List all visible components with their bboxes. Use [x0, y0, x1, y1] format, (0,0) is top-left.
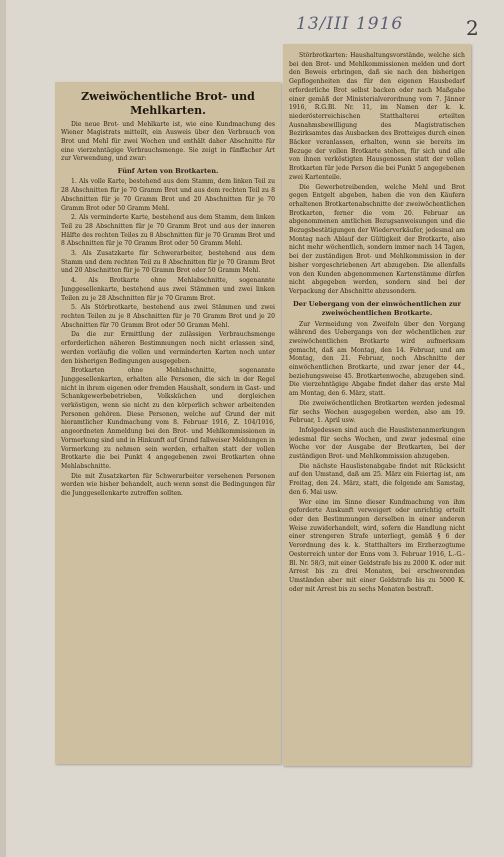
- paragraph-stoerbrot: Störbrotkarten: Haushaltungsvorstände, welche sich bei den Brot- und Mehlkommissionen melden und dort den Beweis erbringen, daß sie nach den bisherigen Gepflogenheiten das für den eigenen Hausbedarf erforderliche Brot selbst backen oder nach Maßgabe einer gemäß der Ministerialverordnung vom 7. Jänner 1916, R.G.Bl. Nr. 11, im Namen der k. k. niederösterreichischen Statthalterei erteilten Ausnahmsbewilligung des Magistratischen Bezirksamtes das Ausbacken des Brotteiges durch einen Bäcker veranlassen, erhalten, wenn sie bereits im Bezuge der vollen Brotkarte stehen, für sich und alle von ihnen verköstigten Hausgenossen statt der vollen Brotkarten für jede Person die bei Punkt 5 angegebenen zwei Kartenteile.: [289, 52, 465, 181]
- section-heading-five-types: Fünf Arten von Brotkarten.: [117, 167, 219, 176]
- card-type-1: 1. Als volle Karte, bestehend aus dem Stamm, dem linken Teil zu 28 Abschnitten für je 70 Gramm Brot und aus dem rechten Teil zu 8 Abschnitten für je 70 Gramm Brot und 20 Abschnitten für je 70 Gramm Brot oder 50 Gramm Mehl.: [61, 178, 275, 212]
- paragraph-penalty: Wer eine im Sinne dieser Kundmachung von ihm geforderte Auskunft verweigert oder unrichtig erteilt oder den Bestimmungen derselben in einer anderen Weise zuwiderhandelt, wird, sofern die Handlung nicht einer strengeren Strafe unterliegt, gemäß § 6 der Verordnung des k. k. Statthalters im Erzherzogtume Oesterreich unter der Enns vom 3. Februar 1916, L.-G.-Bl. Nr. 58/3, mit einer Geldstrafe bis zu 2000 K. oder mit Arrest bis zu drei Monaten, bei erschwerenden Umständen aber mit einer Geldstrafe bis zu 5000 K. oder mit Arrest bis zu sechs Monaten bestraft.: [289, 498, 465, 593]
- paragraph-supplementary: Die mit Zusatzkarten für Schwerarbeiter versehenen Personen werden wie bisher behandelt, auch wenn sonst die Bedingungen für die Junggesellenkarte zutreffen sollten.: [61, 472, 275, 498]
- paragraph-next-submission: Die nächste Hauslistenabgabe findet mit Rücksicht auf den Umstand, daß am 25. März ein Feiertag ist, am Freitag, den 24. März, statt, die folgende am Samstag, den 6. Mai usw.: [289, 462, 465, 496]
- paragraph-transition: Zur Vermeidung von Zweifeln über den Vorgang während des Uebergangs von der wöchentlichen zur zweiwöchentlichen Brotkarte wird aufmerksam gemacht, daß am Montag, den 14. Februar, und am Montag, den 21. Februar, noch Abschnitte der einwöchentlichen Brotkarte, und zwar jener der 44., beziehungsweise 45. Brotkartenwoche, abzugeben sind. Die vierzehntägige Abgabe findet daher das erste Mal am Montag, den 6. März, statt.: [289, 320, 465, 398]
- section-heading-transition: Der Uebergang von der einwöchentlichen zur zweiwöchentlichen Brotkarte.: [293, 299, 461, 318]
- page-number: 2: [466, 16, 479, 40]
- handwritten-date: 13/III 1916: [296, 14, 404, 34]
- sheet-edge: [0, 0, 6, 857]
- paragraph-house-lists: Infolgedessen sind auch die Hauslistenanmerkungen jedesmal für sechs Wochen, und zwar jedesmal eine Woche vor der Ausgabe der Brotkarten, bei der zuständigen Brot- und Mehlkommission abzugeben.: [289, 426, 465, 461]
- card-type-2: 2. Als verminderte Karte, bestehend aus dem Stamm, dem linken Teil zu 28 Abschnitten für je 70 Gramm Brot und aus der inneren Hälfte des rechten Teiles zu 8 Abschnitten für je 70 Gramm Brot und 8 Abschnitten für je 70 Gramm Brot oder 50 Gramm Mehl.: [61, 214, 275, 248]
- paragraph-without-flour: Brotkarten ohne Mehlabschnitte, sogenannte Junggesellenkarten, erhalten alle Personen, die sich in der Regel nicht in ihrem eigenen oder fremden Haushalt, sondern in Gast- und Schankgewerbebetrieben, Volksküchen und dergleichen verköstigen, wenn sie nicht zu den körperlich schwer arbeitenden Personen gehören. Diese Personen, welche auf Grund der mit hieramtlicher Kundmachung vom 8. Februar 1916, Z. 104/1916, angeordneten Anmeldung bei den Brot- und Mehlkommissionen in Vormerkung sind und in Hinkunft auf Grund fallweiser Meldungen in Vormerkung zu nehmen sein werden, erhalten statt der vollen Brotkarte die bei Punkt 4 angegebenen zwei Brotkarten ohne Mehlabschnitte.: [61, 367, 275, 470]
- paragraph-determination: Da die zur Ermittlung der zulässigen Verbrauchsmenge erforderlichen näheren Bestimmungen noch nicht erlassen sind, werden vorläufig die vollen und verminderten Karten noch unter den bisherigen Bedingungen ausgegeben.: [61, 331, 275, 365]
- clipping-right-text: [289, 52, 465, 758]
- paragraph-six-weeks: Die zweiwöchentlichen Brotkarten werden jedesmal für sechs Wochen ausgegeben werden, also am 19. Februar, 1. April usw.: [289, 399, 465, 425]
- article-title: Zweiwöchentliche Brot- und Mehlkarten.: [81, 90, 255, 117]
- newspaper-clipping-left: [55, 82, 281, 764]
- clipping-left-text: [61, 90, 275, 756]
- card-type-5: 5. Als Störbrotkarte, bestehend aus zwei Stämmen und zwei rechten Teilen zu je 8 Abschnitten für je 70 Gramm Brot und je 20 Abschnitten für 70 Gramm Brot oder 50 Gramm Mehl.: [61, 304, 275, 329]
- article-intro: Die neue Brot- und Mehlkarte ist, wie eine Kundmachung des Wiener Magistrats mitteilt, ein Ausweis über den Verbrauch von Brot und Mehl für zwei Wochen und enthält daher Abschnitte für eine vierzehntägige Verbrauchsmenge. Sie zeigt in fünffacher Art zur Verwendung, und zwar:: [61, 120, 275, 163]
- newspaper-clipping-right: [283, 44, 471, 766]
- card-type-3: 3. Als Zusatzkarte für Schwerarbeiter, bestehend aus dem Stamm und dem rechten Teil zu 8 Abschnitten für je 70 Gramm Brot und 20 Abschnitten für je 70 Gramm Brot oder 50 Gramm Mehl.: [61, 250, 275, 275]
- paragraph-tradespeople: Die Gewerbetreibenden, welche Mehl und Brot gegen Entgelt abgeben, haben die von den Käufern erhaltenen Brotkartenabschnitte der zweiwöchentlichen Brotkarten, ferner die vom 20. Februar an abgenommenen amtlichen Bezugsanweisungen und die Bezugsbestätigungen der Wiederverkäufer, jedesmal am Montag nach Ablauf der Gültigkeit der Brotkarte, also nicht mehr wöchentlich, sondern immer nach 14 Tagen, bei der zuständigen Brot- und Mehlkommission in der bisher vorgeschriebenen Art abzugeben. Die allenfalls von den Kunden abgenommenen Kartenstämme dürfen nicht abgegeben werden, sondern sind bei der Verpackung der Abschnitte abzusondern.: [289, 183, 465, 295]
- card-type-4: 4. Als Brotkarte ohne Mehlabschnitte, sogenannte Junggesellenkarte, bestehend aus zwei Stämmen und zwei linken Teilen zu je 28 Abschnitten für je 70 Gramm Brot.: [61, 277, 275, 302]
